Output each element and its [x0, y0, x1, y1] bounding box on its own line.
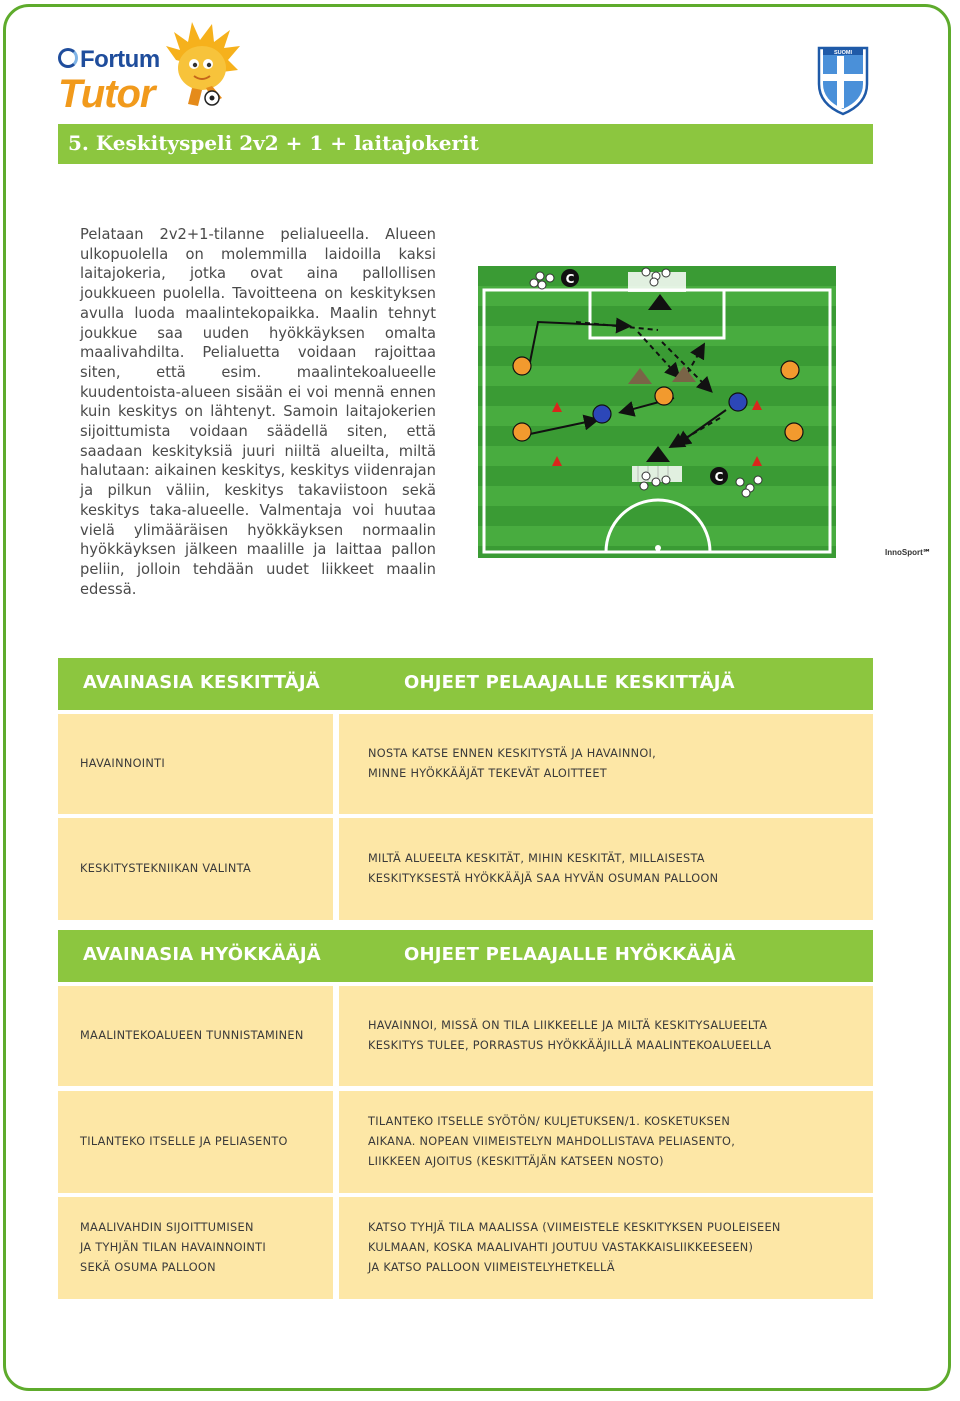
row-key: MAALIVAHDIN SIJOITTUMISEN JA TYHJÄN TILAN HAVAINNOINTI SEKÄ OSUMA PALLOON	[80, 1221, 266, 1274]
row-divider	[333, 714, 339, 814]
row-value: MILTÄ ALUEELTA KESKITÄT, MIHIN KESKITÄT, MILLAISESTA KESKITYKSESTÄ HYÖKKÄÄJÄ SAA HYVÄN OSUMAN PALLOON	[368, 852, 719, 885]
table-row	[58, 818, 873, 920]
fortum-tutor-logo	[56, 20, 246, 120]
table-row	[58, 986, 873, 1086]
row-key: TILANTEKO ITSELLE JA PELIASENTO	[80, 1135, 288, 1148]
field-diagram	[478, 266, 836, 558]
page-title: 5. Keskityspeli 2v2 + 1 + laitajokerit	[68, 131, 479, 155]
tutor-wordmark: Tutor	[58, 72, 155, 116]
diagram-credit: InnoSport℠	[885, 548, 931, 557]
intro-paragraph: Pelataan 2v2+1-tilanne pelialueella. Alueen ulkopuolella on molemmilla laidoilla kaksi laitajokeria, jotka ovat aina pallollisen joukkueen puolella. Tavoitteena on keskityksen avulla luoda maalintekopaikka. Maalin tehnyt joukkue saa uuden hyökkäyksen omalta maalivahdilta. Pelialuetta voidaan rajoittaa siten, että esim. maalintekoalueelle kuudentoista-alueen sisään ei voi mennä ennen kuin keskitys on lähtenyt. Samoin laitajokerien sijoittumista voidaan säädellä siten, että saadaan keskityksiä juuri niiltä alueilta, miltä halutaan: aikainen keskitys, keskitys viidenrajan ja pilkun väliin, keskitys takaviistoon sekä keskitys taka-alueelle. Valmentaja voi huutaa vielä ylimääräisen hyökkäyksen normaalin hyökkäyksen jälkeen maalille ja laittaa pallon peliin, jolloin tehdään uudet liikkeet maalin edessä.	[80, 226, 436, 598]
coach-label-top: C	[565, 272, 575, 286]
section-header-hyokkaaja	[58, 930, 873, 982]
row-value: TILANTEKO ITSELLE SYÖTÖN/ KULJETUKSEN/1. KOSKETUKSEN AIKANA. NOPEAN VIIMEISTELYN MAHDOLLISTAVA PELIASENTO, LIIKKEEN AJOITUS (KESKITTÄJÄN KATSEEN NOSTO)	[368, 1115, 736, 1168]
row-divider	[333, 1091, 339, 1193]
coach-label-bottom: C	[714, 470, 724, 484]
section-heading-right: OHJEET PELAAJALLE KESKITTÄJÄ	[404, 672, 735, 693]
title-bar	[58, 124, 873, 164]
section-heading-right: OHJEET PELAAJALLE HYÖKKÄÄJÄ	[404, 944, 736, 965]
section-header-keskittaja	[58, 658, 873, 710]
fortum-wordmark: Fortum	[58, 46, 160, 74]
row-key: MAALINTEKOALUEEN TUNNISTAMINEN	[80, 1029, 304, 1042]
section-heading-left: AVAINASIA KESKITTÄJÄ	[83, 672, 320, 693]
row-value: NOSTA KATSE ENNEN KESKITYSTÄ JA HAVAINNOI, MINNE HYÖKKÄÄJÄT TEKEVÄT ALOITTEET	[368, 747, 657, 780]
table-row	[58, 1091, 873, 1193]
mascot-icon	[164, 20, 244, 115]
fortum-ring-icon	[58, 48, 78, 68]
row-divider	[333, 1197, 339, 1299]
section-heading-left: AVAINASIA HYÖKKÄÄJÄ	[83, 944, 321, 965]
row-key: KESKITYSTEKNIIKAN VALINTA	[80, 862, 252, 875]
row-divider	[333, 818, 339, 920]
table-row	[58, 1197, 873, 1299]
row-value: HAVAINNOI, MISSÄ ON TILA LIIKKEELLE JA MILTÄ KESKITYSALUEELTA KESKITYS TULEE, PORRASTUS HYÖKKÄÄJILLÄ MAALINTEKOALUEELLA	[368, 1019, 772, 1052]
row-key: HAVAINNOINTI	[80, 757, 165, 770]
crest-text: SUOMI	[833, 50, 853, 56]
finland-crest-icon	[815, 44, 871, 116]
row-value: KATSO TYHJÄ TILA MAALISSA (VIIMEISTELE KESKITYKSEN PUOLEISEEN KULMAAN, KOSKA MAALIVAHTI JOUTUU VASTAKKAISLIIKKEESEEN) JA KATSO PALLOON VIIMEISTELYHETKELLÄ	[368, 1221, 781, 1274]
table-row	[58, 714, 873, 814]
row-divider	[333, 986, 339, 1086]
